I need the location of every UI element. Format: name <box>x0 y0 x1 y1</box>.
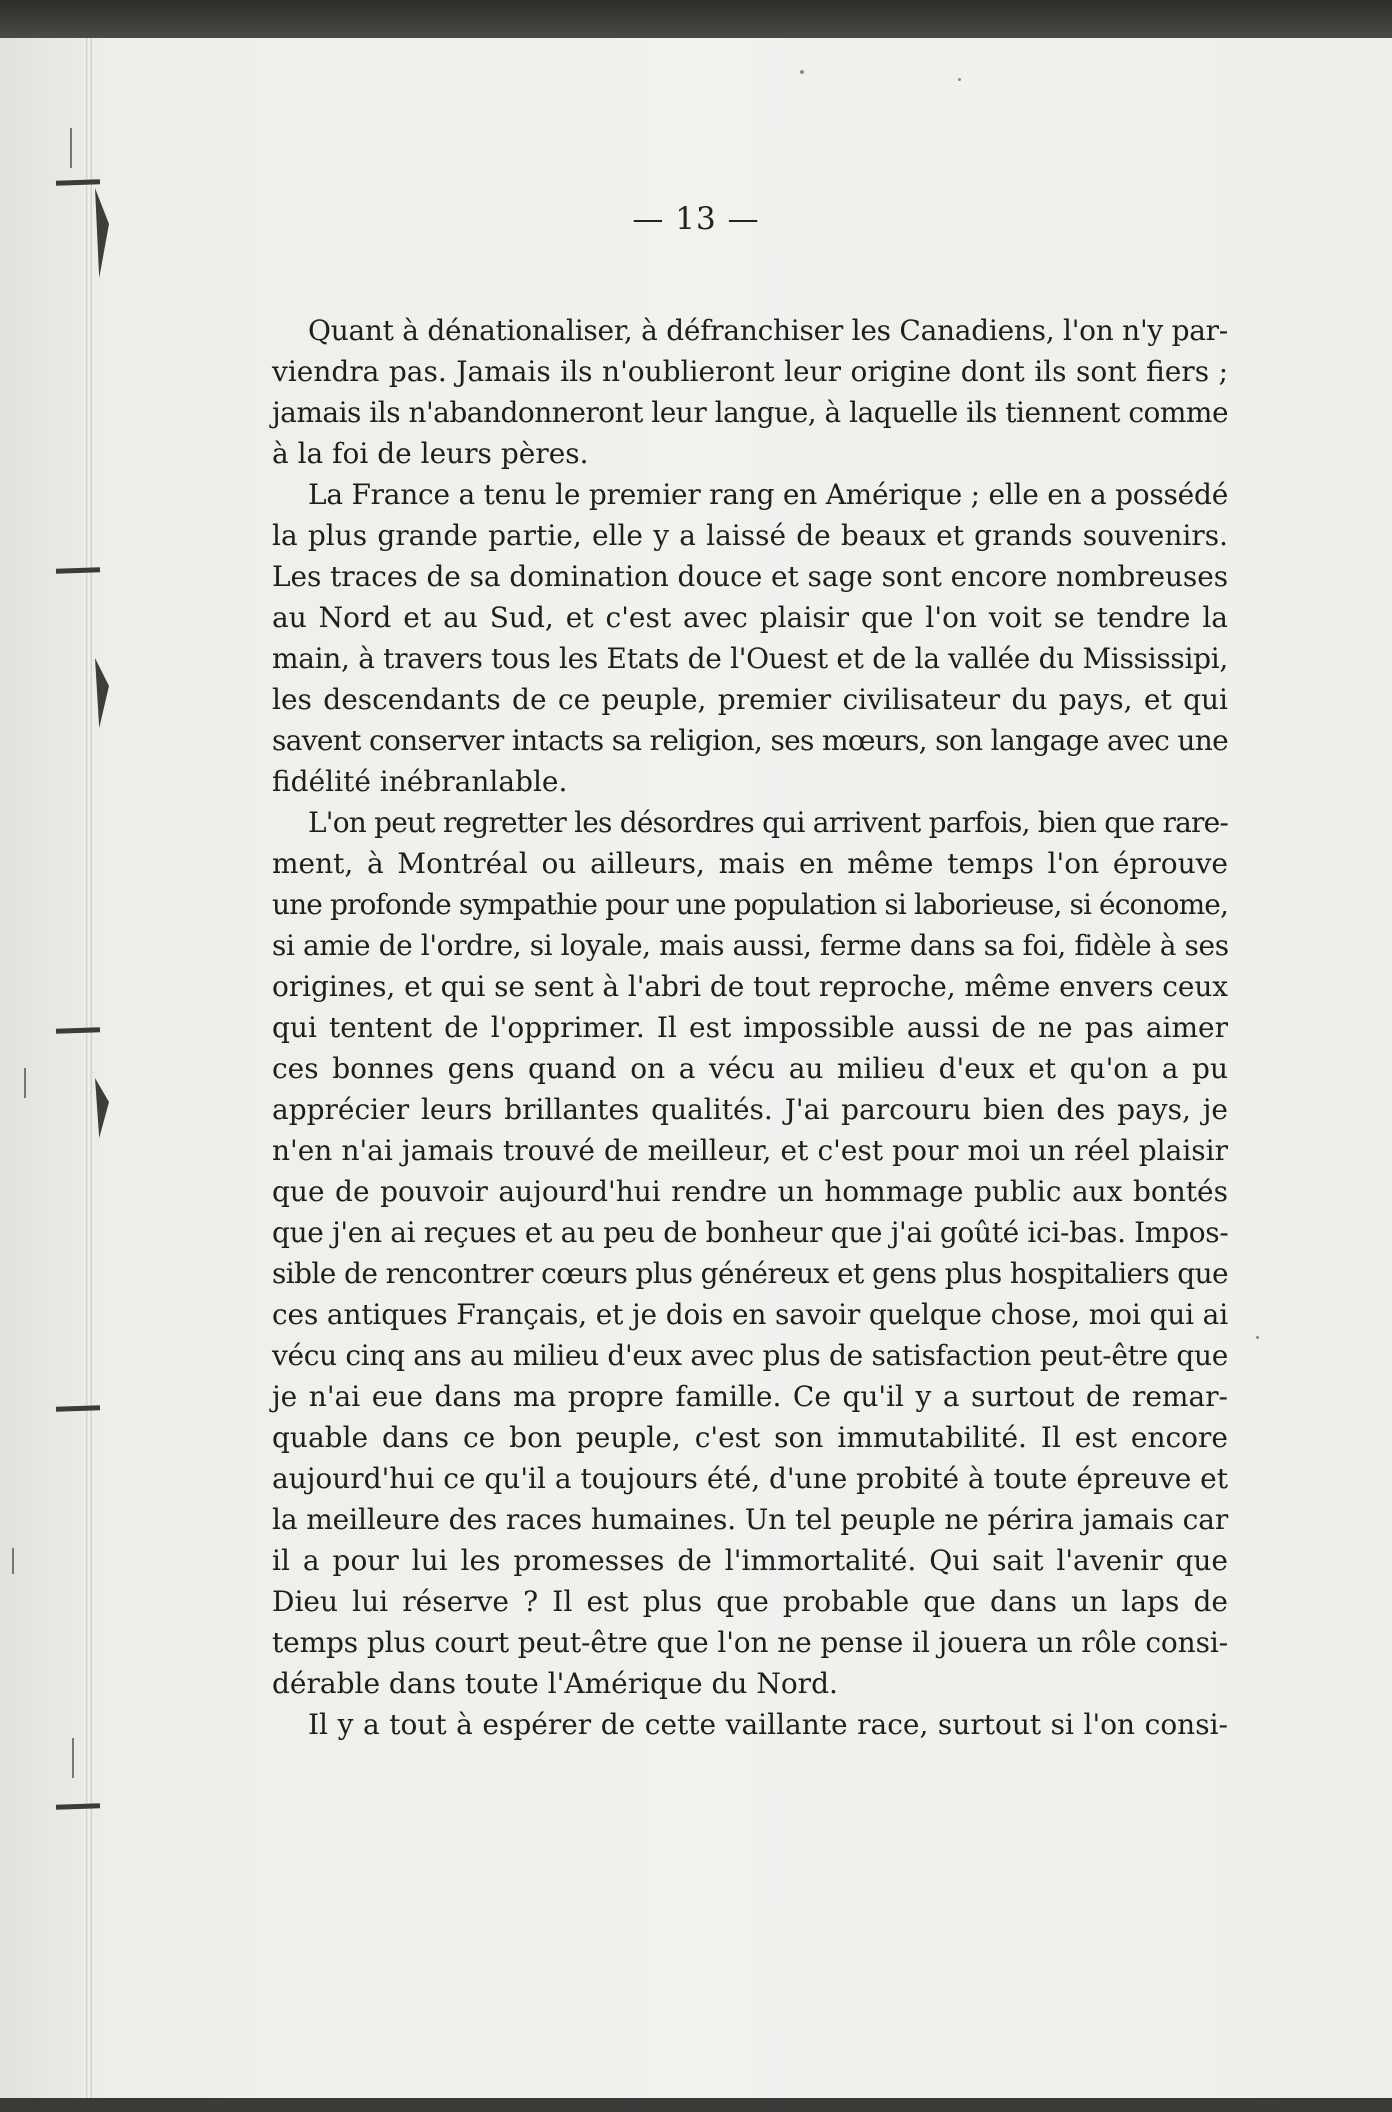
text-line: à la foi de leurs pères. <box>272 437 589 470</box>
text-line: jamais ils n'abandonneront leur langue, à laquelle ils tiennent comme <box>272 396 1229 429</box>
text-line: Il y a tout à espérer de cette vaillante race, surtout si l'on consi- <box>308 1708 1228 1741</box>
binding-stitch <box>56 1803 100 1810</box>
text-line: la plus grande partie, elle y a laissé de beaux et grands souvenirs. <box>272 519 1228 552</box>
text-line: Les traces de sa domination douce et sage sont encore nombreuses <box>272 560 1229 593</box>
text-line: la meilleure des races humaines. Un tel peuple ne périra jamais car <box>272 1503 1229 1536</box>
text-line: si amie de l'ordre, si loyale, mais aussi, ferme dans sa foi, fidèle à ses <box>272 929 1229 962</box>
text-line: au Nord et au Sud, et c'est avec plaisir que l'on voit se tendre la <box>272 601 1228 634</box>
text-line: Dieu lui réserve ? Il est plus que probable que dans un laps de <box>272 1585 1228 1618</box>
text-line: origines, et qui se sent à l'abri de tout reproche, même envers ceux <box>272 970 1228 1003</box>
paragraph-2 <box>272 474 1228 802</box>
text-line: ment, à Montréal ou ailleurs, mais en même temps l'on éprouve <box>272 847 1228 880</box>
text-line: ces antiques Français, et je dois en savoir quelque chose, moi qui ai <box>272 1298 1228 1331</box>
page-number: — 13 — <box>632 201 760 237</box>
paper-speck <box>800 70 804 74</box>
paragraph-1 <box>272 310 1228 474</box>
text-line: qui tentent de l'opprimer. Il est impossible aussi de ne pas aimer <box>272 1011 1228 1044</box>
text-line: dérable dans toute l'Amérique du Nord. <box>272 1667 838 1700</box>
text-line: L'on peut regretter les désordres qui arrivent parfois, bien que rare- <box>308 806 1229 839</box>
text-line: n'en n'ai jamais trouvé de meilleur, et c'est pour moi un réel plaisir <box>272 1134 1228 1167</box>
text-line: je n'ai eue dans ma propre famille. Ce qu'il y a surtout de remar- <box>272 1380 1228 1413</box>
binding-stitch <box>56 1027 100 1034</box>
text-line: quable dans ce bon peuple, c'est son immutabilité. Il est encore <box>272 1421 1228 1454</box>
text-line: fidélité inébranlable. <box>272 765 568 798</box>
binding-gutter <box>86 38 92 2098</box>
text-line: que de pouvoir aujourd'hui rendre un hommage public aux bontés <box>272 1175 1228 1208</box>
text-line: temps plus court peut-être que l'on ne pense il jouera un rôle consi- <box>272 1626 1228 1659</box>
binding-stitch <box>56 179 100 186</box>
binding-stitch <box>56 1405 100 1412</box>
paper-speck <box>1256 1336 1259 1339</box>
binding-mark <box>12 1548 14 1574</box>
text-line: vécu cinq ans au milieu d'eux avec plus de satisfaction peut-être que <box>272 1339 1229 1372</box>
scan-border-top <box>0 0 1392 38</box>
binding-mark <box>72 1738 74 1778</box>
binding-fold <box>95 658 109 728</box>
paper-speck <box>958 78 961 81</box>
text-line: La France a tenu le premier rang en Amérique ; elle en a possédé <box>308 478 1229 511</box>
binding-mark <box>24 1068 26 1098</box>
book-page <box>0 38 1392 2098</box>
text-line: il a pour lui les promesses de l'immortalité. Qui sait l'avenir que <box>272 1544 1228 1577</box>
text-line: que j'en ai reçues et au peu de bonheur que j'ai goûté ici-bas. Impos- <box>272 1216 1229 1249</box>
text-line: apprécier leurs brillantes qualités. J'ai parcouru bien des pays, je <box>272 1093 1228 1126</box>
text-line: aujourd'hui ce qu'il a toujours été, d'une probité à toute épreuve et <box>272 1462 1228 1495</box>
text-line: savent conserver intacts sa religion, ses mœurs, son langage avec une <box>272 724 1228 757</box>
text-line: Quant à dénationaliser, à défranchiser les Canadiens, l'on n'y par- <box>308 314 1228 347</box>
text-line: sible de rencontrer cœurs plus généreux et gens plus hospitaliers que <box>272 1257 1228 1290</box>
paragraph-4 <box>272 1704 1228 1745</box>
text-line: viendra pas. Jamais ils n'oublieront leur origine dont ils sont fiers ; <box>272 355 1228 388</box>
body-text <box>272 310 1228 1745</box>
text-line: ces bonnes gens quand on a vécu au milieu d'eux et qu'on a pu <box>272 1052 1228 1085</box>
page-binding-edge <box>0 38 120 2098</box>
text-line: une profonde sympathie pour une population si laborieuse, si économe, <box>272 888 1228 921</box>
text-line: main, à travers tous les Etats de l'Ouest et de la vallée du Mississipi, <box>272 642 1228 675</box>
binding-mark <box>70 128 72 168</box>
scan-border-bottom <box>0 2098 1392 2112</box>
paragraph-3 <box>272 802 1228 1704</box>
text-line: les descendants de ce peuple, premier civilisateur du pays, et qui <box>272 683 1228 716</box>
binding-fold <box>95 1078 109 1138</box>
binding-stitch <box>56 567 100 574</box>
